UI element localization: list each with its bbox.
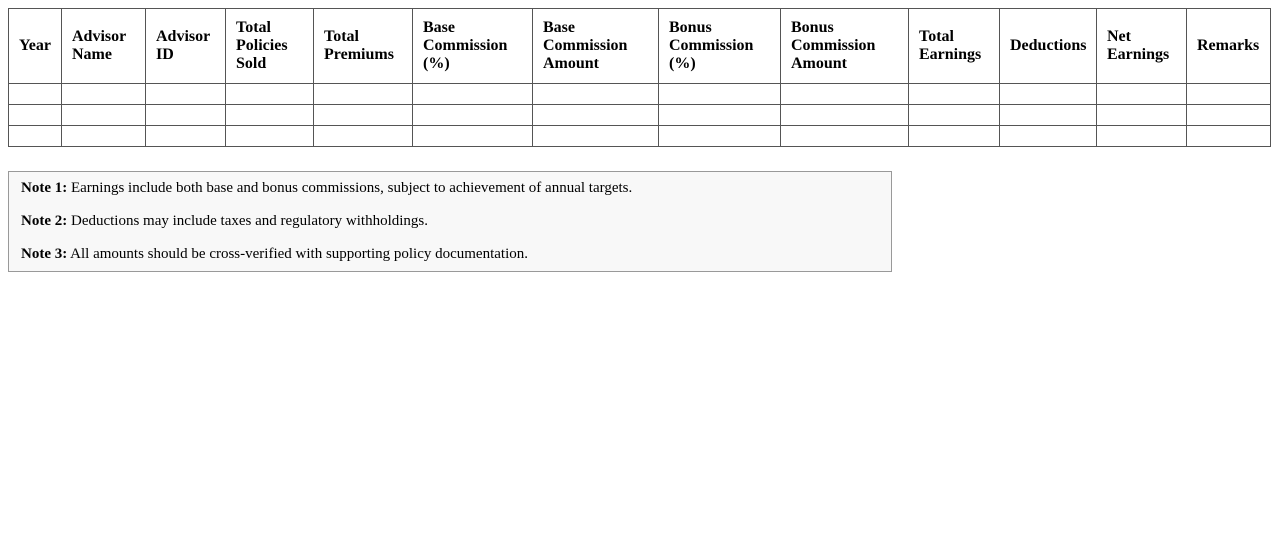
table-cell[interactable] xyxy=(781,105,909,126)
header-year: Year xyxy=(9,9,62,84)
table-cell[interactable] xyxy=(533,126,659,147)
header-total-premiums: Total Premiums xyxy=(314,9,413,84)
table-cell[interactable] xyxy=(9,84,62,105)
table-cell[interactable] xyxy=(1000,84,1097,105)
table-cell[interactable] xyxy=(413,126,533,147)
note-label: Note 1: xyxy=(21,180,68,196)
table-cell[interactable] xyxy=(533,105,659,126)
table-cell[interactable] xyxy=(413,105,533,126)
table-cell[interactable] xyxy=(62,126,146,147)
table-cell[interactable] xyxy=(1187,105,1271,126)
table-cell[interactable] xyxy=(1187,84,1271,105)
note-1 xyxy=(21,180,879,197)
table-cell[interactable] xyxy=(781,126,909,147)
table-cell[interactable] xyxy=(62,84,146,105)
table-cell[interactable] xyxy=(314,84,413,105)
note-label: Note 2: xyxy=(21,213,68,229)
table-cell[interactable] xyxy=(659,84,781,105)
table-cell[interactable] xyxy=(146,84,226,105)
table-cell[interactable] xyxy=(1097,84,1187,105)
table-cell[interactable] xyxy=(62,105,146,126)
table-row xyxy=(9,126,1271,147)
table-cell[interactable] xyxy=(1000,126,1097,147)
header-base-commission-amount: Base Commission Amount xyxy=(533,9,659,84)
table-cell[interactable] xyxy=(1000,105,1097,126)
table-cell[interactable] xyxy=(146,105,226,126)
header-total-policies-sold: Total Policies Sold xyxy=(226,9,314,84)
note-3 xyxy=(21,246,879,263)
header-total-earnings: Total Earnings xyxy=(909,9,1000,84)
table-cell[interactable] xyxy=(1097,126,1187,147)
table-cell[interactable] xyxy=(226,84,314,105)
header-advisor-name: Advisor Name xyxy=(62,9,146,84)
table-cell[interactable] xyxy=(909,84,1000,105)
table-cell[interactable] xyxy=(314,105,413,126)
note-label: Note 3: xyxy=(21,246,68,262)
header-deductions: Deductions xyxy=(1000,9,1097,84)
table-cell[interactable] xyxy=(314,126,413,147)
table-cell[interactable] xyxy=(226,105,314,126)
note-2 xyxy=(21,213,879,230)
header-base-commission-pct: Base Commission (%) xyxy=(413,9,533,84)
table-cell[interactable] xyxy=(9,126,62,147)
header-advisor-id: Advisor ID xyxy=(146,9,226,84)
table-cell[interactable] xyxy=(9,105,62,126)
table-header-row xyxy=(9,9,1271,84)
table-cell[interactable] xyxy=(226,126,314,147)
table-cell[interactable] xyxy=(659,105,781,126)
table-cell[interactable] xyxy=(781,84,909,105)
header-net-earnings: Net Earnings xyxy=(1097,9,1187,84)
document xyxy=(8,8,1270,272)
table-row xyxy=(9,84,1271,105)
table-cell[interactable] xyxy=(413,84,533,105)
header-bonus-commission-amount: Bonus Commission Amount xyxy=(781,9,909,84)
header-remarks: Remarks xyxy=(1187,9,1271,84)
note-text: All amounts should be cross-verified with supporting policy documentation. xyxy=(67,246,529,262)
table-cell[interactable] xyxy=(1097,105,1187,126)
advisor-earnings-table xyxy=(8,8,1271,147)
table-cell[interactable] xyxy=(909,126,1000,147)
table-cell[interactable] xyxy=(533,84,659,105)
table-cell[interactable] xyxy=(146,126,226,147)
note-text: Earnings include both base and bonus commissions, subject to achievement of annual targets. xyxy=(67,180,633,196)
table-cell[interactable] xyxy=(909,105,1000,126)
header-bonus-commission-pct: Bonus Commission (%) xyxy=(659,9,781,84)
notes-box xyxy=(8,171,892,272)
note-text: Deductions may include taxes and regulatory withholdings. xyxy=(67,213,428,229)
table-row xyxy=(9,105,1271,126)
table-cell[interactable] xyxy=(659,126,781,147)
table-cell[interactable] xyxy=(1187,126,1271,147)
